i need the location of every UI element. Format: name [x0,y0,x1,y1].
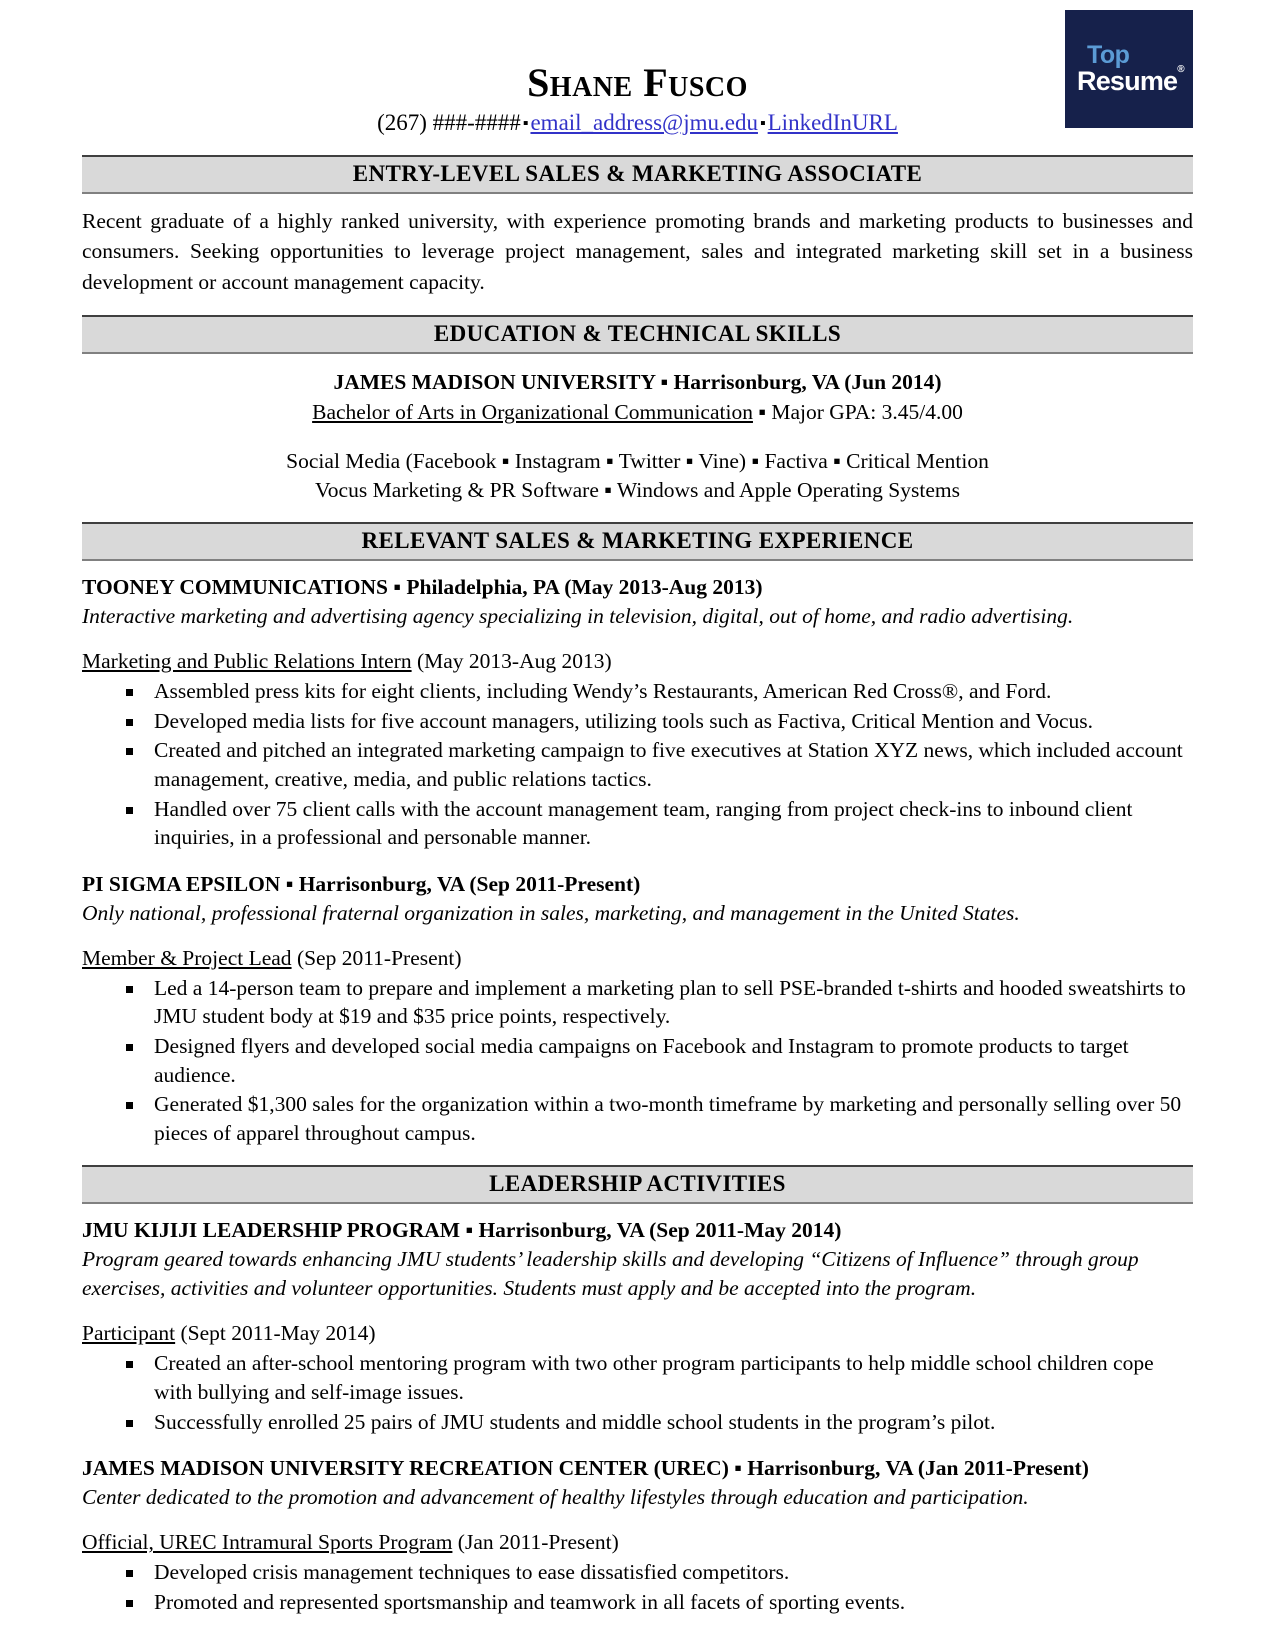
list-item: Generated $1,300 sales for the organization within a two-month timeframe by marketing and personally selling over 50 pieces of apparel throughout campus. [82,1090,1193,1147]
list-item: Assembled press kits for eight clients, including Wendy’s Restaurants, American Red Cross®, and Ford. [82,677,1193,706]
leadership-role-line [82,1319,1193,1348]
skills-line-2: Vocus Marketing & PR Software ▪ Windows and Apple Operating Systems [315,477,960,502]
bullet-separator-icon: ▪ [522,115,529,132]
email-link[interactable]: email_address@jmu.edu [530,110,758,135]
experience-organization: TOONEY COMMUNICATIONS ▪ Philadelphia, PA (May 2013-Aug 2013) [82,575,763,600]
leadership-org-description: Program geared towards enhancing JMU students’ leadership skills and developing “Citizens of Influence” through group exercises, activities and volunteer opportunities. Students must apply and be accepted into the program. [82,1247,1139,1301]
experience-role-title: Member & Project Lead [82,945,292,970]
leadership-role-dates: (Jan 2011-Present) [452,1530,619,1555]
experience-role-line [82,647,1193,676]
experience-role-dates: (Sep 2011-Present) [291,945,462,970]
experience-bullet-list [82,677,1193,852]
experience-entry [82,870,1193,1148]
experience-bullet-list [82,974,1193,1148]
leadership-role-title: Official, UREC Intramural Sports Program [82,1530,453,1555]
section-header-experience: RELEVANT SALES & MARKETING EXPERIENCE [82,522,1193,561]
section-header-education: EDUCATION & TECHNICAL SKILLS [82,315,1193,354]
experience-entry [82,573,1193,852]
leadership-organization: JAMES MADISON UNIVERSITY RECREATION CENTER (UREC) ▪ Harrisonburg, VA (Jan 2011-Present) [82,1456,1089,1481]
list-item: Led a 14-person team to prepare and implement a marketing plan to sell PSE-branded t-shirts and hooded sweatshirts to JMU student body at $19 and $35 price points, respectively. [82,974,1193,1031]
leadership-org-description: Center dedicated to the promotion and advancement of healthy lifestyles through education and participation. [82,1485,1029,1510]
list-item: Promoted and represented sportsmanship and teamwork in all facets of sporting events. [82,1588,1193,1617]
education-degree: Bachelor of Arts in Organizational Communication [312,399,753,424]
list-item: Handled over 75 client calls with the account management team, ranging from project check-ins to inbound client inquiries, in a professional and personable manner. [82,795,1193,852]
list-item: Designed flyers and developed social media campaigns on Facebook and Instagram to promote products to target audience. [82,1032,1193,1089]
registered-trademark-icon: ® [1177,64,1184,75]
logo-top-text: Top [1087,41,1130,69]
experience-organization: PI SIGMA EPSILON ▪ Harrisonburg, VA (Sep 2011-Present) [82,871,641,896]
section-header-leadership: LEADERSHIP ACTIVITIES [82,1165,1193,1204]
education-gpa: ▪ Major GPA: 3.45/4.00 [752,399,963,424]
list-item: Successfully enrolled 25 pairs of JMU students and middle school students in the program’s pilot. [82,1408,1193,1437]
logo-resume-word: Resume [1077,66,1178,96]
leadership-entry [82,1454,1193,1616]
list-item: Created and pitched an integrated marketing campaign to five executives at Station XYZ news, which included account management, creative, media, and public relations tactics. [82,736,1193,793]
experience-role-line [82,944,1193,973]
list-item: Developed crisis management techniques to ease dissatisfied competitors. [82,1558,1193,1587]
leadership-entry [82,1216,1193,1436]
leadership-role-dates: (Sept 2011-May 2014) [175,1321,376,1346]
experience-role-dates: (May 2013-Aug 2013) [411,649,612,674]
contact-line [82,109,1193,137]
leadership-role-title: Participant [82,1321,176,1346]
experience-role-title: Marketing and Public Relations Intern [82,649,412,674]
experience-org-description: Interactive marketing and advertising agency specializing in television, digital, out of home, and radio advertising. [82,604,1074,629]
leadership-role-line [82,1528,1193,1557]
education-block [82,368,1193,427]
summary-paragraph: Recent graduate of a highly ranked university, with experience promoting brands and marketing products to businesses and consumers. Seeking opportunities to leverage project management, sales and integrated marketing skill set in a business development or account management capacity. [82,208,1193,294]
list-item: Created an after-school mentoring program with two other program participants to help middle school children cope with bullying and self-image issues. [82,1349,1193,1406]
experience-org-description: Only national, professional fraternal organization in sales, marketing, and management in the United States. [82,900,1020,925]
topresume-logo [1065,10,1193,128]
education-school: JAMES MADISON UNIVERSITY ▪ Harrisonburg, VA (Jun 2014) [333,370,942,395]
skills-block [82,447,1193,504]
list-item: Developed media lists for five account managers, utilizing tools such as Factiva, Critical Mention and Vocus. [82,707,1193,736]
candidate-name: Shane Fusco [527,60,748,105]
bullet-separator-icon: ▪ [759,115,766,132]
leadership-bullet-list [82,1558,1193,1616]
section-header-summary: ENTRY-LEVEL SALES & MARKETING ASSOCIATE [82,155,1193,194]
leadership-organization: JMU KIJIJI LEADERSHIP PROGRAM ▪ Harrisonburg, VA (Sep 2011-May 2014) [82,1218,842,1243]
leadership-bullet-list [82,1349,1193,1436]
phone-number: (267) ###-#### [377,110,521,135]
skills-line-1: Social Media (Facebook ▪ Instagram ▪ Twitter ▪ Vine) ▪ Factiva ▪ Critical Mention [286,449,989,474]
logo-resume-text [1077,64,1184,96]
linkedin-link[interactable]: LinkedInURL [767,110,898,135]
education-degree-line [82,398,1193,428]
